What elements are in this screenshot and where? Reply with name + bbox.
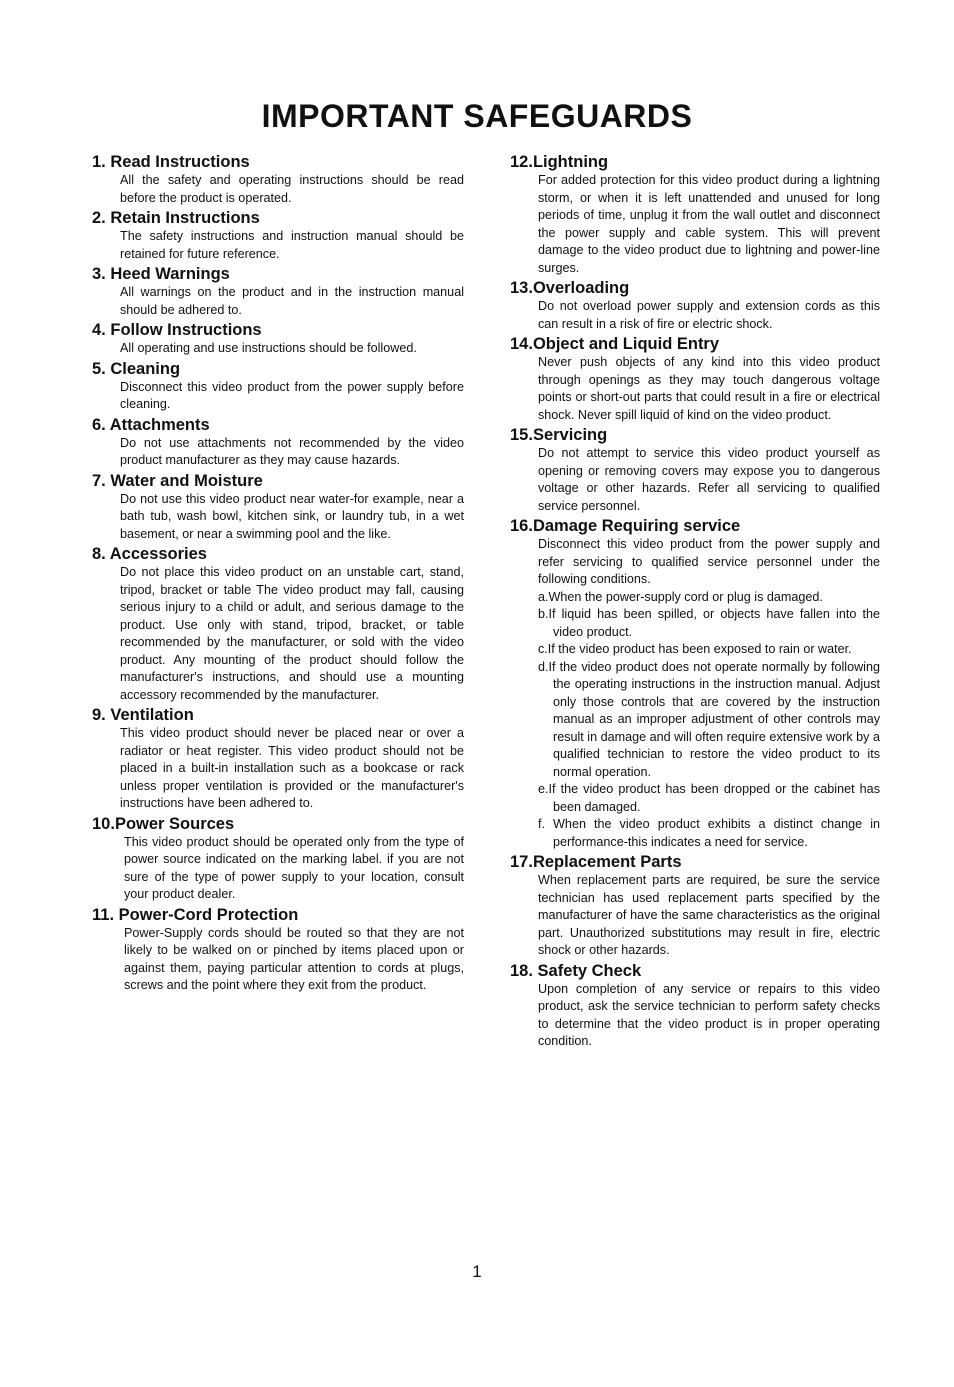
section-text: Do not place this video product on an unstable cart, stand, tripod, bracket or table The video product may fall, causing serious injury to a child or adult, and serious damage to the product. Use only with stand, tripod, bracket, or table recommended by the manufacturer, or sold with the video product. Any mounting of the product should follow the manufacturer's instructions, and should use a mounting accessory recommended by the manufacturer. — [120, 565, 464, 702]
section-title: Power Sources — [114, 814, 235, 833]
section-number: 5. — [92, 359, 106, 378]
section-title: Accessories — [109, 545, 207, 563]
section-title: Cleaning — [110, 359, 181, 378]
safeguard-11 — [92, 905, 464, 995]
section-title: Water and Moisture — [110, 471, 263, 490]
safeguard-4 — [92, 320, 464, 358]
condition-item: e.If the video product has been dropped or the cabinet has been damaged. — [538, 782, 880, 814]
section-heading — [510, 425, 880, 445]
section-number: 12. — [510, 153, 533, 171]
section-title: Object and Liquid Entry — [532, 335, 720, 353]
section-title: Safety Check — [537, 961, 642, 980]
section-text: All operating and use instructions should be followed. — [120, 341, 417, 355]
section-text — [538, 536, 880, 851]
section-heading — [92, 264, 464, 284]
right-column — [510, 152, 880, 1052]
section-heading — [92, 471, 464, 491]
condition-list — [538, 589, 880, 852]
section-title: Attachments — [109, 415, 210, 434]
section-text: All warnings on the product and in the instruction manual should be adhered to. — [120, 285, 464, 317]
safeguard-13 — [510, 278, 880, 333]
section-title: Heed Warnings — [110, 265, 230, 283]
section-text: When replacement parts are required, be sure the service technician has used replacement parts specified by the manufacturer of have the same characteristics as the original part. Unauthorized substitutions may result in fire, electric shock or other hazards. — [538, 873, 880, 957]
condition-item: c.If the video product has been exposed to rain or water. — [538, 642, 852, 656]
condition-item: a.When the power-supply cord or plug is damaged. — [538, 589, 823, 604]
safeguard-9 — [92, 705, 464, 813]
section-title: Lightning — [532, 153, 609, 171]
section-heading — [92, 905, 464, 925]
section-heading — [92, 152, 464, 172]
safeguard-8 — [92, 544, 464, 704]
section-number: 16. — [510, 517, 533, 535]
section-number: 14. — [510, 335, 533, 353]
section-text: For added protection for this video product during a lightning storm, or when it is left unattended and unused for long periods of time, unplug it from the wall outlet and disconnect the power supply and cable system. This will prevent damage to the video product due to lightning and power-line surges. — [538, 173, 880, 275]
section-title: Servicing — [532, 426, 608, 444]
section-title: Read Instructions — [110, 153, 250, 171]
section-intro: Disconnect this video product from the power supply and refer servicing to qualified service personnel under the following conditions. — [538, 537, 880, 586]
section-number: 13. — [510, 279, 533, 297]
page-number: 1 — [472, 1262, 482, 1281]
section-text: This video product should be operated only from the type of power source indicated on the marking label. if you are not sure of the type of power supply to your location, consult your product dealer. — [124, 834, 464, 901]
safeguard-2 — [92, 208, 464, 263]
section-heading — [92, 705, 464, 725]
section-text: Do not use attachments not recommended by the video product manufacturer as they may cause hazards. — [120, 435, 464, 467]
safeguard-7 — [92, 471, 464, 544]
safeguard-6 — [92, 415, 464, 470]
section-title: Overloading — [532, 279, 630, 297]
section-text: Do not attempt to service this video product yourself as opening or removing covers may expose you to dangerous voltage or other hazards. Refer all servicing to qualified service personnel. — [538, 446, 880, 513]
section-text: Never push objects of any kind into this video product through openings as they may touch dangerous voltage points or short-out parts that could result in a fire or electrical shock. Never spill liquid of kind on the video product. — [538, 355, 880, 422]
safeguard-17 — [510, 852, 880, 960]
safeguard-3 — [92, 264, 464, 319]
section-title: Damage Requiring service — [532, 517, 741, 535]
section-heading — [510, 516, 880, 536]
section-text: Power-Supply cords should be routed so that they are not likely to be walked on or pinched by items placed upon or against them, paying particular attention to cords at plugs, screws and the point where they exit from the product. — [124, 925, 464, 992]
section-heading — [510, 334, 880, 354]
section-text: Do not overload power supply and extension cords as this can result in a risk of fire or electric shock. — [538, 299, 880, 331]
section-number: 6. — [92, 415, 106, 434]
section-title: Retain Instructions — [110, 209, 260, 227]
safeguard-16 — [510, 516, 880, 851]
safeguard-15 — [510, 425, 880, 515]
condition-item: f. When the video product exhibits a distinct change in performance-this indicates a need for service. — [538, 817, 880, 849]
section-text: All the safety and operating instructions should be read before the product is operated. — [120, 173, 464, 205]
section-number: 18. — [510, 961, 533, 980]
section-heading — [92, 359, 464, 379]
section-heading — [510, 152, 880, 172]
section-heading — [510, 961, 880, 981]
section-text: This video product should never be placed near or over a radiator or heat register. This video product should not be placed in a built-in installation such as a bookcase or rack unless proper ventilation is provided or the manufacturer's instructions have been adhered to. — [120, 726, 464, 810]
left-column — [92, 152, 464, 996]
safeguard-1 — [92, 152, 464, 207]
section-number: 3. — [92, 265, 106, 283]
section-number: 9. — [92, 706, 106, 724]
section-heading — [92, 544, 464, 564]
section-title: Ventilation — [110, 706, 194, 724]
section-title: Follow Instructions — [110, 321, 262, 339]
section-title: Power-Cord Protection — [118, 905, 299, 924]
section-title: Replacement Parts — [532, 853, 682, 871]
page-title: IMPORTANT SAFEGUARDS — [261, 98, 693, 134]
safeguard-10 — [92, 814, 464, 904]
section-heading — [92, 208, 464, 228]
section-text: Upon completion of any service or repairs to this video product, ask the service technician to perform safety checks to determine that the video product is in proper operating condition. — [538, 981, 880, 1048]
section-text: Do not use this video product near water-for example, near a bath tub, wash bowl, kitchen sink, or laundry tub, in a wet basement, or near a swimming pool and the like. — [120, 491, 464, 541]
safeguard-14 — [510, 334, 880, 424]
section-number: 7. — [92, 471, 106, 490]
section-text: The safety instructions and instruction manual should be retained for future reference. — [120, 229, 464, 261]
section-number: 15. — [510, 426, 533, 444]
safeguard-18 — [510, 961, 880, 1051]
condition-item: d.If the video product does not operate normally by following the operating instructions in the instruction manual. Adjust only those controls that are covered by the instruction manual as an improper adjustment of other controls may result in damage and will often require extensive work by a qualified technician to restore the video product to its normal operation. — [538, 659, 880, 779]
section-number: 11. — [92, 905, 115, 924]
section-heading — [92, 415, 464, 435]
section-text: Disconnect this video product from the power supply before cleaning. — [120, 379, 464, 411]
section-heading — [510, 852, 880, 872]
section-number: 8. — [92, 545, 106, 563]
section-number: 10. — [92, 814, 115, 833]
section-heading — [92, 814, 464, 834]
section-heading — [92, 320, 464, 340]
condition-item: b.If liquid has been spilled, or objects have fallen into the video product. — [538, 607, 880, 639]
safeguard-5 — [92, 359, 464, 414]
section-number: 1. — [92, 153, 106, 171]
section-number: 4. — [92, 321, 106, 339]
safeguard-12 — [510, 152, 880, 277]
section-number: 2. — [92, 209, 106, 227]
section-heading — [510, 278, 880, 298]
section-number: 17. — [510, 853, 533, 871]
